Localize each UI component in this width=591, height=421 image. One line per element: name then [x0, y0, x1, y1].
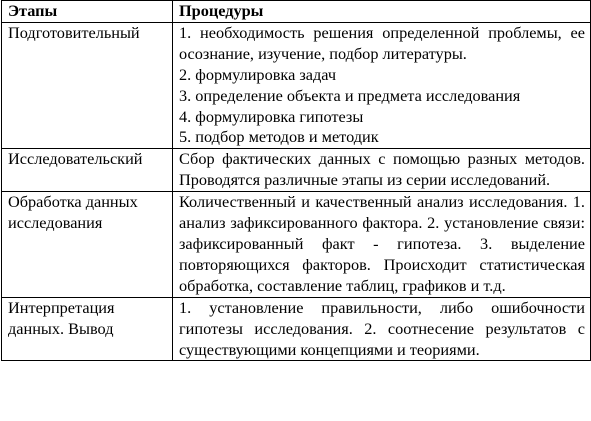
table-row [2, 297, 591, 361]
table-row [2, 22, 591, 148]
procedure-item: 5. подбор методов и методик [179, 127, 379, 147]
table-row [2, 192, 591, 298]
procedure-item: 2. формулировка задач [179, 64, 337, 84]
procedure-cell: 1. установление правильности, либо ошибочности гипотезы исследования. 2. соотнесение результатов с существующими концепциями и теориями. [173, 297, 591, 361]
table-row [2, 149, 591, 192]
column-header-stages: Этапы [2, 1, 173, 23]
stages-procedures-table [1, 0, 591, 361]
procedure-cell [173, 22, 591, 148]
stage-cell: Подготовительный [2, 22, 173, 148]
procedure-intro: 1. необходимость решения определенной проблемы, ее осознание, изучение, подбор литературы. [179, 22, 585, 63]
stage-cell: Интерпретация данных. Вывод [2, 297, 173, 361]
stage-cell: Обработка данных исследования [2, 192, 173, 298]
column-header-procedures: Процедуры [173, 1, 591, 23]
procedure-cell: Количественный и качественный анализ исследования. 1. анализ зафиксированного фактора. 2. установление связи: зафиксированный факт - гипотеза. 3. выделение повторяющихся факторов. Происходит статистическая обработка, составление таблиц, графиков и т.д. [173, 192, 591, 298]
stage-cell: Исследовательский [2, 149, 173, 192]
procedure-item: 3. определение объекта и предмета исследования [179, 85, 521, 105]
table-header-row [2, 1, 591, 23]
procedure-item: 4. формулировка гипотезы [179, 106, 364, 126]
procedure-cell: Сбор фактических данных с помощью разных методов. Проводятся различные этапы из серии исследований. [173, 149, 591, 192]
